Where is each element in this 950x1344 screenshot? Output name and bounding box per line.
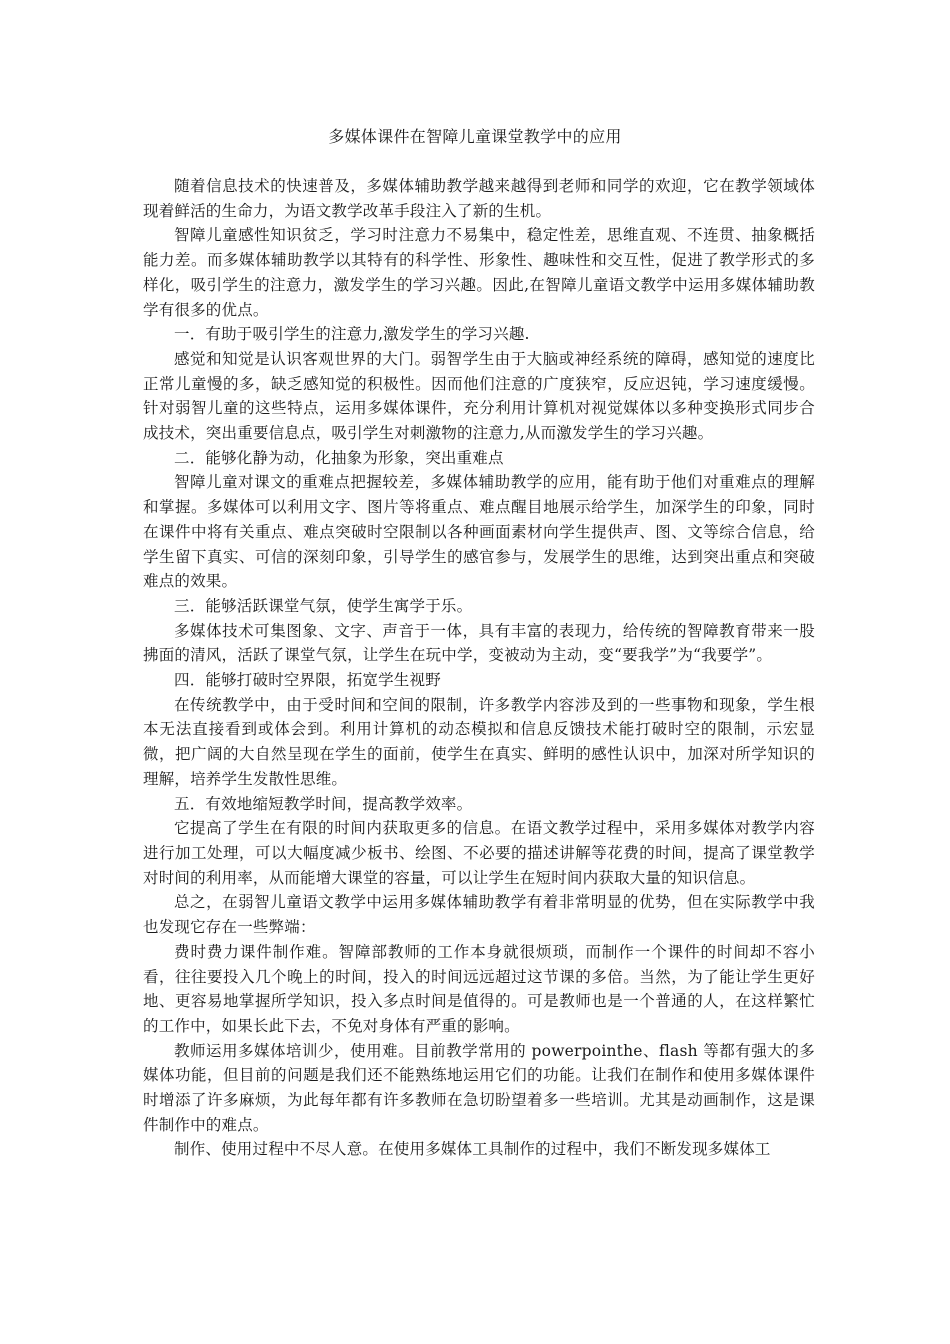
document-body — [143, 174, 815, 1162]
section-heading-1: 一．有助于吸引学生的注意力,激发学生的学习兴趣. — [174, 325, 530, 344]
paragraph-section-5: 它提高了学生在有限的时间内获取更多的信息。在语文教学过程中，采用多媒体对教学内容进行加工处理，可以大幅度减少板书、绘图、不必要的描述讲解等花费的时间，提高了课堂教学对时间的利用率，从而能增大课堂的容量，可以让学生在短时间内获取大量的知识信息。 — [143, 819, 815, 887]
section-heading-5: 五．有效地缩短教学时间，提高教学效率。 — [174, 794, 473, 813]
paragraph-section-4: 在传统教学中，由于受时间和空间的限制，许多教学内容涉及到的一些事物和现象，学生根本无法直接看到或体会到。利用计算机的动态模拟和信息反馈技术能打破时空的限制，示宏显微，把广阔的大自然呈现在学生的面前，使学生在真实、鲜明的感性认识中，加深对所学知识的理解，培养学生发散性思维。 — [143, 695, 815, 788]
paragraph-section-3: 多媒体技术可集图象、文字、声音于一体，具有丰富的表现力，给传统的智障教育带来一股拂面的清风，活跃了课堂气氛，让学生在玩中学，变被动为主动，变“要我学”为“我要学”。 — [143, 621, 815, 665]
paragraph-drawback-3: 制作、使用过程中不尽人意。在使用多媒体工具制作的过程中，我们不断发现多媒体工 — [174, 1140, 771, 1159]
section-heading-4: 四．能够打破时空界限，拓宽学生视野 — [174, 671, 441, 690]
paragraph-section-1: 感觉和知觉是认识客观世界的大门。弱智学生由于大脑或神经系统的障碍，感知觉的速度比正常儿童慢的多，缺乏感知觉的积极性。因而他们注意的广度狭窄，反应迟钝，学习速度缓慢。针对弱智儿童的这些特点，运用多媒体课件，充分利用计算机对视觉媒体以多种变换形式同步合成技术，突出重要信息点，吸引学生对刺激物的注意力,从而激发学生的学习兴趣。 — [143, 349, 815, 443]
document-title: 多媒体课件在智障儿童课堂教学中的应用 — [328, 127, 622, 146]
paragraph-drawback-1: 费时费力课件制作难。智障部教师的工作本身就很烦琐，而制作一个课件的时间却不容小看，往往要投入几个晚上的时间，投入的时间远远超过这节课的多倍。当然，为了能让学生更好地、更容易地掌握所学知识，投入多点时间是值得的。可是教师也是一个普通的人，在这样繁忙的工作中，如果长此下去，不免对身体有严重的影响。 — [143, 942, 815, 1035]
paragraph-summary: 总之，在弱智儿童语文教学中运用多媒体辅助教学有着非常明显的优势，但在实际教学中我也发现它存在一些弊端： — [143, 893, 815, 937]
paragraph-background: 智障儿童感性知识贫乏，学习时注意力不易集中，稳定性差，思维直观、不连贯、抽象概括能力差。而多媒体辅助教学以其特有的科学性、形象性、趣味性和交互性，促进了教学形式的多样化，吸引学生的注意力，激发学生的学习兴趣。因此,在智障儿童语文教学中运用多媒体辅助教学有很多的优点。 — [143, 226, 815, 319]
section-heading-3: 三．能够活跃课堂气氛，使学生寓学于乐。 — [174, 596, 473, 615]
paragraph-drawback-2: 教师运用多媒体培训少，使用难。目前教学常用的 powerpointhe、flash 等都有强大的多媒体功能，但目前的问题是我们还不能熟练地运用它们的功能。让我们在制作和使用多媒体课件时增添了许多麻烦，为此每年都有许多教师在急切盼望着多一些培训。尤其是动画制作，这是课件制作中的难点。 — [143, 1041, 815, 1134]
paragraph-section-2: 智障儿童对课文的重难点把握较差，多媒体辅助教学的应用，能有助于他们对重难点的理解和掌握。多媒体可以利用文字、图片等将重点、难点醒目地展示给学生，加深学生的印象，同时在课件中将有关重点、难点突破时空限制以各种画面素材向学生提供声、图、文等综合信息，给学生留下真实、可信的深刻印象，引导学生的感官参与，发展学生的思维，达到突出重点和突破难点的效果。 — [143, 473, 815, 591]
section-heading-2: 二．能够化静为动，化抽象为形象，突出重难点 — [174, 448, 504, 467]
paragraph-intro: 随着信息技术的快速普及，多媒体辅助教学越来越得到老师和同学的欢迎，它在教学领域体现着鲜活的生命力，为语文教学改革手段注入了新的生机。 — [143, 177, 815, 220]
